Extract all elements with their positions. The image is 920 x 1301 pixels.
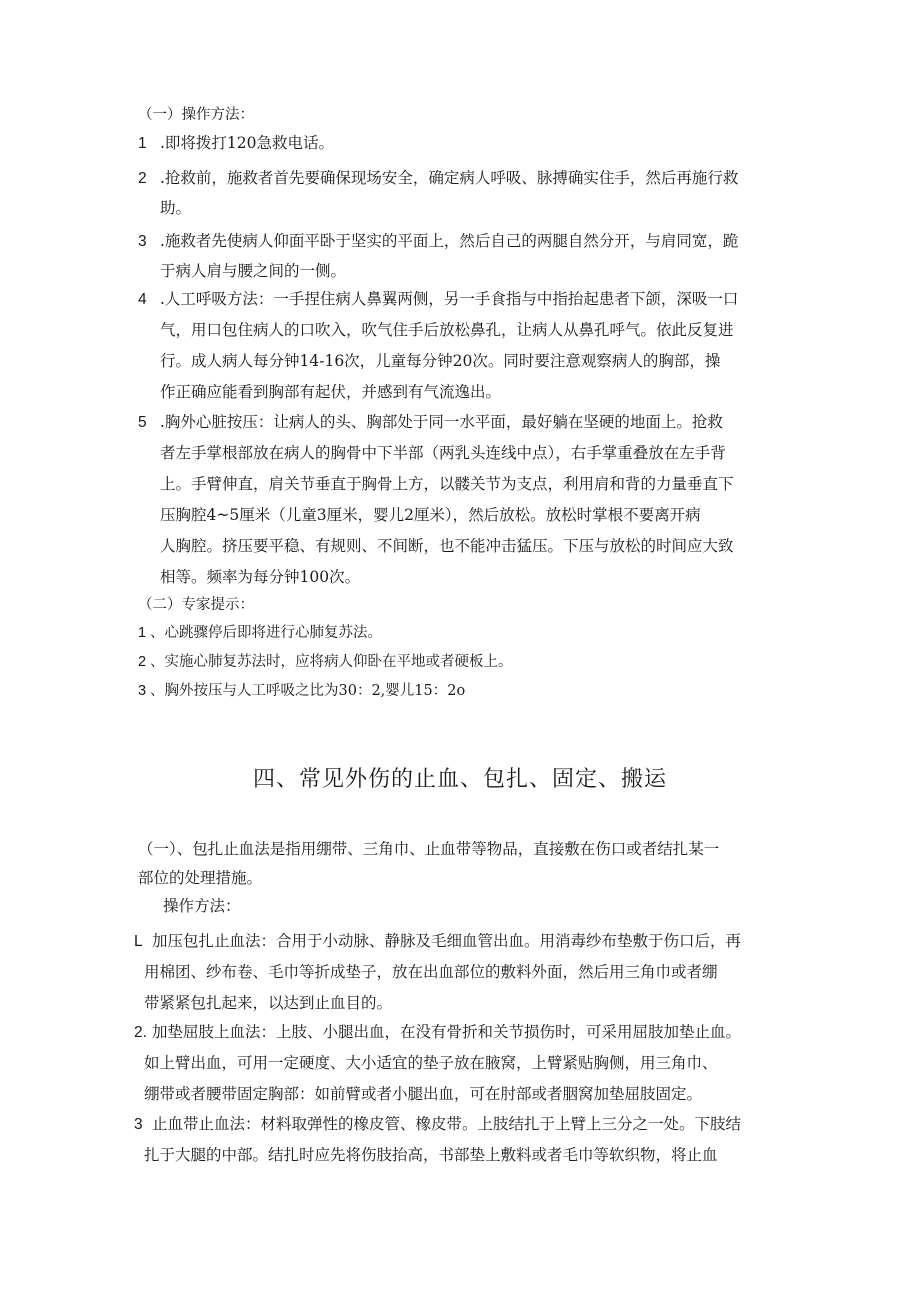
list-number: 3	[138, 683, 147, 699]
list-item	[138, 163, 738, 223]
list-item	[138, 620, 382, 646]
list-item	[138, 649, 513, 675]
list-line: 如上臂出血，可用一定硬度、大小适宜的垫子放在腋窝，上臂紧贴胸侧，用三角巾、	[144, 1054, 718, 1072]
list-line: .胸外心脏按压：让病人的头、胸部处于同一水平面，最好躺在坚硬的地面上。抢救	[160, 413, 723, 431]
list-line: 相等。频率为每分钟100次。	[160, 568, 361, 586]
section-title: 四、常见外伤的止血、包扎、固定、搬运	[252, 767, 667, 792]
list-line: 、实施心肺复苏法时，应将病人仰卧在平地或者硬板上。	[150, 654, 513, 670]
list-number: L	[134, 933, 143, 950]
list-line: .即将拨打120急救电话。	[160, 134, 335, 152]
list-line: 上。手臂伸直，肩关节垂直于胸骨上方，以髅关节为支点，利用肩和背的力量垂直下	[160, 475, 734, 493]
list-item	[138, 226, 738, 286]
list-item	[138, 407, 734, 593]
list-line: .人工呼吸方法：一手捏住病人鼻翼两侧，另一手食指与中指抬起患者下颌，深吸一口	[160, 290, 739, 308]
list-line: .抢救前，施救者首先要确保现场安全，确定病人呼吸、脉搏确实住手，然后再施行救	[160, 169, 739, 187]
list-line: 于病人肩与腰之间的一侧。	[160, 262, 347, 280]
list-line: 作正确应能看到胸部有起伏，并感到有气流逸出。	[160, 383, 502, 401]
list-number: 3	[138, 233, 147, 250]
list-item	[138, 678, 465, 704]
list-line: .施救者先使病人仰面平卧于坚实的平面上，然后自己的两腿自然分开，与肩同宽，跪	[160, 232, 739, 250]
list-line: 加垫屈肢上血法：上肢、小腿出血，在没有骨折和关节损伤时，可采用屈肢加垫止血。	[152, 1023, 742, 1041]
list-line: 压胸腔4~5厘米（儿童3厘米，婴儿2厘米），然后放松。放松时掌根不要离开病	[160, 506, 701, 524]
list-number: 2.	[134, 1024, 147, 1041]
list-line: 助。	[160, 199, 192, 217]
list-line: 者左手掌根部放在病人的胸骨中下半部（两乳头连线中点），右手掌重叠放在左手背	[160, 444, 726, 462]
list-number: 1	[138, 625, 147, 641]
list-line: 行。成人病人每分钟14-16次，儿童每分钟20次。同时要注意观察病人的胸部，操	[160, 352, 721, 370]
list-line: 加压包扎止血法：合用于小动脉、静脉及毛细血管出血。用消毒纱布垫敷于伤口后，再	[152, 932, 742, 950]
sub-heading-operation-method: 操作方法：	[163, 897, 241, 915]
list-item	[134, 926, 741, 1019]
list-line: 、心跳骤停后即将进行心肺复苏法。	[150, 625, 382, 641]
paragraph-line: 部位的处理措施。	[138, 869, 263, 887]
list-line: 用棉团、纱布卷、毛巾等折成垫子，放在出血部位的敷料外面，然后用三角巾或者绷	[144, 963, 718, 981]
list-item	[138, 284, 738, 408]
list-line: 人胸腔。挤压要平稳、有规则、不间断，也不能冲击猛压。下压与放松的时间应大致	[160, 537, 734, 555]
list-number: 4	[138, 291, 147, 308]
list-number: 2	[138, 170, 147, 187]
list-item	[134, 1109, 741, 1171]
list-number: 3	[134, 1116, 143, 1133]
paragraph	[138, 835, 719, 893]
list-item	[138, 128, 334, 159]
section-heading-expert-tips: （二）专家提示：	[138, 597, 254, 613]
paragraph-line: （一）、包扎止血法是指用绷带、三角巾、止血带等物品，直接敷在伤口或者结扎某一	[138, 840, 720, 858]
list-number: 2	[138, 654, 147, 670]
list-line: 扎于大腿的中部。结扎时应先将伤肢抬高，书部垫上敷料或者毛巾等软织物，将止血	[144, 1146, 718, 1164]
list-line: 止血带止血法：材料取弹性的橡皮管、橡皮带。上肢结扎于上臂上三分之一处。下肢结	[152, 1115, 742, 1133]
list-number: 5	[138, 414, 147, 431]
list-item	[134, 1017, 741, 1110]
list-line: 、胸外按压与人工呼吸之比为30：2,婴儿15：2o	[150, 683, 466, 699]
list-line: 绷带或者腰带固定胸部：如前臂或者小腿出血，可在肘部或者胭窝加垫屈肢固定。	[144, 1085, 703, 1103]
list-line: 带紧紧包扎起来，以达到止血目的。	[144, 994, 393, 1012]
section-heading-operation-method: （一）操作方法：	[138, 107, 254, 123]
list-line: 气，用口包住病人的口吹入，吹气住手后放松鼻孔，让病人从鼻孔呼气。依此反复进	[160, 321, 734, 339]
list-number: 1	[138, 135, 147, 152]
